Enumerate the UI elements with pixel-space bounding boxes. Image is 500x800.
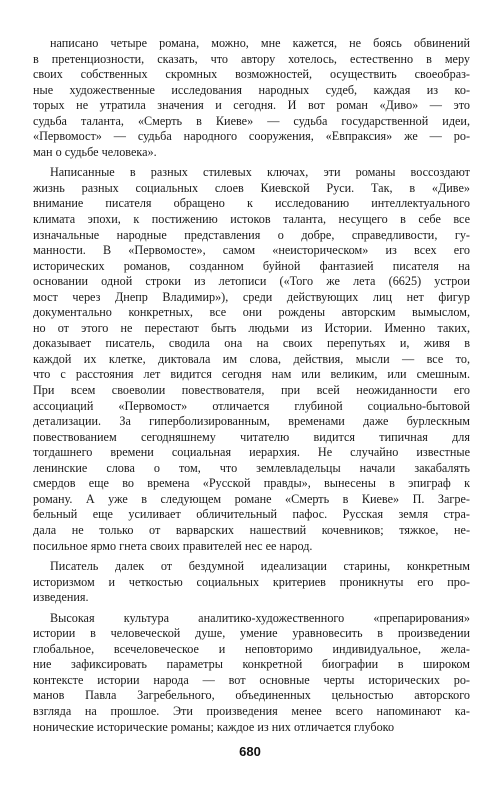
text-line: Написанные в разных стилевых ключах, эти романы воссоздают <box>50 165 470 180</box>
text-line: но от этого не перестают быть людьми из Истории. Именно таких, <box>33 320 470 335</box>
text-line: в претенциозности, сказать, что автору хотелось, естественно в меру <box>33 51 470 66</box>
text-line: посильное ярмо гнета своих правителей нес ее народ. <box>33 538 313 553</box>
text-line: ленинские слова о том, что землевладельцы начали закабалять <box>33 460 470 475</box>
text-line: нонические исторические романы; каждое из них отличается глубоко <box>33 719 395 734</box>
text-line: «Первомост» — судьба народного сооружения, «Евпраксия» же — ро- <box>33 129 470 144</box>
text-line: что с расстояния лет видится сегодня нам или великим, или смешным. <box>33 367 470 382</box>
text-line: документально конкретных, все они рождены авторским вымыслом, <box>33 305 470 320</box>
text-line: тогдашнего времени социальная иерархия. Не случайно известные <box>33 445 470 460</box>
text-line: детализации. За гиперболизированным, временами даже бурлескным <box>33 414 470 429</box>
text-line: взгляда на прошлое. Эти произведения менее всего напоминают ка- <box>33 703 470 718</box>
text-line: написано четыре романа, можно, мне кажется, не боясь обвинений <box>50 36 470 50</box>
text-line: При всем своеволии повествователя, при всей неожиданности его <box>33 383 470 398</box>
text-line: Высокая культура аналитико-художественного «препарирования» <box>50 610 470 625</box>
page-body <box>33 36 470 740</box>
text-line: исторических романов, созданном буйной фантазией писателя на <box>33 258 470 273</box>
text-line: внимание писателя обращено к исследованию интеллектуального <box>33 196 470 211</box>
text-line: истории в человеческой душе, умение уравновесить в произведении <box>33 626 470 641</box>
paragraph <box>33 36 470 160</box>
text-line: Писатель далек от бездумной идеализации старины, конкретным <box>50 559 470 574</box>
text-line: роману. А уже в следующем романе «Смерть в Киеве» П. Загре- <box>33 491 470 506</box>
text-line: изначальные народные представления о добре, справедливости, гу- <box>33 227 470 242</box>
text-line: историзмом и четкостью социальных критериев проникнуты его про- <box>33 574 470 589</box>
text-line: манности. В «Первомосте», самом «неисторическом» из всех его <box>33 243 470 258</box>
text-line: повествованием сегодняшнему читателю видится типичная для <box>33 429 470 444</box>
text-line: жизнь разных социальных слоев Киевской Руси. Так, в «Диве» <box>33 180 470 195</box>
text-line: судьба таланта, «Смерть в Киеве» — судьба государственной идеи, <box>33 113 470 128</box>
text-line: ние зафиксировать параметры конкретной биографии в широком <box>33 657 470 672</box>
text-line: ные художественные исследования народных судеб, каждая из ко- <box>33 82 470 97</box>
text-line: климата эпохи, к постижению истоков таланта, несущего в себе все <box>33 212 470 227</box>
text-line: смердов еще во времена «Русской правды», вынесены в эпиграф к <box>33 476 470 491</box>
text-line: каждой их клетке, диктовала им слова, действия, мысли — все то, <box>33 351 470 366</box>
page-number: 680 <box>239 744 261 759</box>
text-line: глобальное, всечеловеческое и неповторимо индивидуальное, жела- <box>33 641 470 656</box>
text-line: дала не только от варварских нашествий кочевников; тяжкое, не- <box>33 522 470 537</box>
text-line: бельный еще усиливает обличительный пафос. Русская земля стра- <box>33 507 470 522</box>
text-line: доказывает писатель, сводила она на своих перепутьях и, живя в <box>33 336 470 351</box>
text-line: контексте истории народа — вот основные черты исторических ро- <box>33 672 470 687</box>
text-line: ман о судьбе человека». <box>33 144 157 159</box>
text-line: основании одной строки из летописи («Того же лета (6625) устрои <box>33 274 470 289</box>
text-line: торых не утратила значения и сегодня. И вот роман «Диво» — это <box>33 98 470 113</box>
text-line: мост через Днепр Владимир»), среди действующих лиц нет фигур <box>33 289 470 304</box>
paragraph <box>33 559 470 606</box>
paragraph <box>33 165 470 554</box>
text-line: ассоциаций «Первомост» отличается глубиной социально-бытовой <box>33 398 470 413</box>
text-line: манов Павла Загребельного, объединенных цельностью авторского <box>33 688 470 703</box>
paragraph <box>33 611 470 735</box>
text-line: изведения. <box>33 590 89 605</box>
text-line: своих собственных скромных возможностей, осуществить своеобраз- <box>33 67 470 82</box>
